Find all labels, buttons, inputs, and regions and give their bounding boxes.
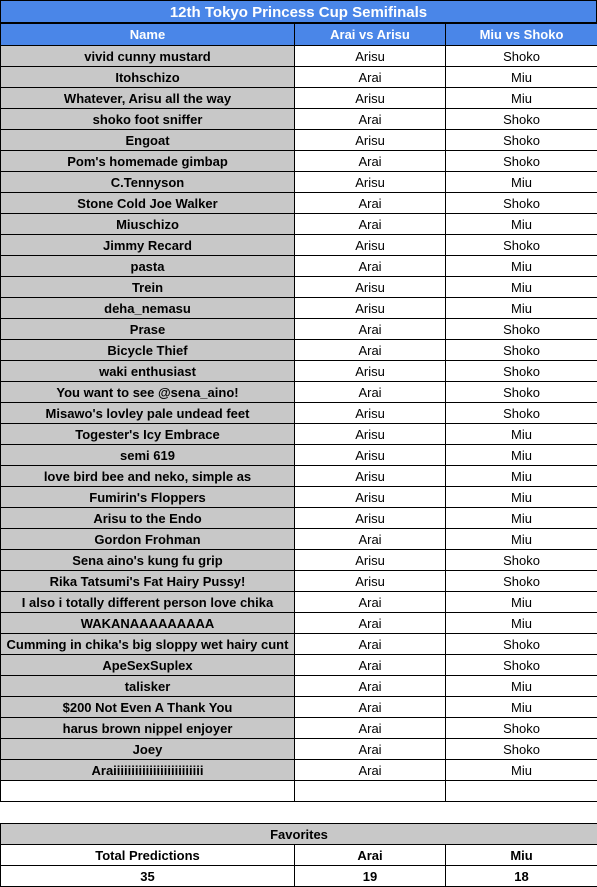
table-row [1,571,597,592]
match-2-pick-cell: Shoko [446,130,597,151]
player-name-cell: semi 619 [1,445,295,466]
favorites-title: Favorites [1,824,597,845]
match-1-pick-cell: Arisu [295,424,446,445]
match-1-pick-cell: Arisu [295,88,446,109]
table-row [1,634,597,655]
match-1-pick-cell: Arisu [295,571,446,592]
match-1-pick-cell: Arisu [295,235,446,256]
match-2-pick-cell: Miu [446,214,597,235]
table-row [1,277,597,298]
empty-cell [1,781,295,802]
match-2-pick-cell: Miu [446,256,597,277]
player-name-cell: Joey [1,739,295,760]
match-2-pick-cell: Shoko [446,655,597,676]
empty-row [1,781,597,802]
match-2-pick-cell: Shoko [446,235,597,256]
player-name-cell: Engoat [1,130,295,151]
match-2-pick-cell: Shoko [446,718,597,739]
sheet-title: 12th Tokyo Princess Cup Semifinals [0,0,597,23]
match-2-pick-cell: Shoko [446,550,597,571]
match-1-pick-cell: Arisu [295,172,446,193]
match-1-pick-cell: Arai [295,697,446,718]
table-row [1,676,597,697]
match-1-pick-cell: Arisu [295,130,446,151]
match-1-pick-cell: Arai [295,193,446,214]
match-1-pick-cell: Arai [295,592,446,613]
table-row [1,487,597,508]
match-1-pick-cell: Arai [295,319,446,340]
match-1-pick-cell: Arai [295,256,446,277]
match-1-pick-cell: Arai [295,760,446,781]
match-1-pick-cell: Arai [295,655,446,676]
match-2-pick-cell: Miu [446,676,597,697]
table-row [1,151,597,172]
player-name-cell: Whatever, Arisu all the way [1,88,295,109]
player-name-cell: harus brown nippel enjoyer [1,718,295,739]
player-name-cell: $200 Not Even A Thank You [1,697,295,718]
table-row [1,550,597,571]
match-2-pick-cell: Shoko [446,739,597,760]
player-name-cell: love bird bee and neko, simple as [1,466,295,487]
match-2-pick-cell: Shoko [446,109,597,130]
match-2-pick-cell: Shoko [446,382,597,403]
table-row [1,298,597,319]
match-2-pick-cell: Miu [446,67,597,88]
match-1-pick-cell: Arisu [295,46,446,67]
player-name-cell: Fumirin's Floppers [1,487,295,508]
match-1-pick-cell: Arisu [295,550,446,571]
match-2-pick-cell: Miu [446,529,597,550]
match-2-pick-cell: Shoko [446,319,597,340]
table-row [1,109,597,130]
match-1-pick-cell: Arai [295,739,446,760]
table-row [1,739,597,760]
match-1-pick-cell: Arai [295,382,446,403]
match-1-pick-cell: Arisu [295,445,446,466]
total-predictions-value: 35 [1,866,295,887]
match-2-pick-cell: Shoko [446,151,597,172]
match-1-pick-cell: Arisu [295,403,446,424]
match-1-pick-cell: Arai [295,340,446,361]
match-1-pick-cell: Arai [295,718,446,739]
table-row [1,445,597,466]
empty-cell [295,781,446,802]
player-name-cell: WAKANAAAAAAAAA [1,613,295,634]
match-2-pick-cell: Miu [446,298,597,319]
player-name-cell: pasta [1,256,295,277]
match-2-pick-cell: Shoko [446,193,597,214]
table-row [1,340,597,361]
match-1-pick-cell: Arai [295,67,446,88]
table-row [1,319,597,340]
table-row [1,655,597,676]
player-name-cell: Bicycle Thief [1,340,295,361]
player-name-cell: Prase [1,319,295,340]
player-name-cell: Araiiiiiiiiiiiiiiiiiiiiiiiii [1,760,295,781]
favorite-match-1-count: 19 [295,866,446,887]
player-name-cell: Sena aino's kung fu grip [1,550,295,571]
player-name-cell: I also i totally different person love chika [1,592,295,613]
player-name-cell: Miuschizo [1,214,295,235]
table-row [1,529,597,550]
match-2-pick-cell: Miu [446,424,597,445]
table-row [1,46,597,67]
match-1-pick-cell: Arisu [295,298,446,319]
player-name-cell: waki enthusiast [1,361,295,382]
match-2-pick-cell: Miu [446,466,597,487]
match-1-pick-cell: Arisu [295,361,446,382]
match-2-pick-cell: Miu [446,613,597,634]
table-row [1,172,597,193]
table-row [1,697,597,718]
favorite-match-2-count: 18 [446,866,597,887]
player-name-cell: talisker [1,676,295,697]
table-row [1,67,597,88]
match-2-pick-cell: Miu [446,592,597,613]
spacer [0,802,597,823]
match-2-pick-cell: Miu [446,760,597,781]
table-row [1,592,597,613]
table-row [1,256,597,277]
table-row [1,214,597,235]
match-2-pick-cell: Shoko [446,361,597,382]
player-name-cell: vivid cunny mustard [1,46,295,67]
table-row [1,88,597,109]
table-row [1,361,597,382]
player-name-cell: Jimmy Recard [1,235,295,256]
empty-cell [446,781,597,802]
match-2-pick-cell: Miu [446,445,597,466]
table-row [1,718,597,739]
player-name-cell: Stone Cold Joe Walker [1,193,295,214]
player-name-cell: ApeSexSuplex [1,655,295,676]
match-1-pick-cell: Arai [295,676,446,697]
match-2-pick-cell: Miu [446,88,597,109]
table-row [1,508,597,529]
favorite-match-2-label: Miu [446,845,597,866]
favorite-match-1-label: Arai [295,845,446,866]
table-row [1,466,597,487]
favorites-title-row [1,824,597,845]
player-name-cell: Trein [1,277,295,298]
column-header-name: Name [1,24,295,46]
match-2-pick-cell: Shoko [446,634,597,655]
column-header-match-1: Arai vs Arisu [295,24,446,46]
table-row [1,235,597,256]
favorites-header-row [1,845,597,866]
player-name-cell: Togester's Icy Embrace [1,424,295,445]
match-1-pick-cell: Arisu [295,508,446,529]
column-header-match-2: Miu vs Shoko [446,24,597,46]
match-1-pick-cell: Arai [295,214,446,235]
table-row [1,760,597,781]
table-row [1,193,597,214]
match-2-pick-cell: Miu [446,277,597,298]
match-2-pick-cell: Miu [446,697,597,718]
match-2-pick-cell: Shoko [446,340,597,361]
player-name-cell: Rika Tatsumi's Fat Hairy Pussy! [1,571,295,592]
player-name-cell: Itohschizo [1,67,295,88]
predictions-table [0,23,597,802]
match-1-pick-cell: Arisu [295,277,446,298]
match-2-pick-cell: Shoko [446,46,597,67]
player-name-cell: Gordon Frohman [1,529,295,550]
player-name-cell: deha_nemasu [1,298,295,319]
match-2-pick-cell: Shoko [446,403,597,424]
table-row [1,424,597,445]
match-1-pick-cell: Arisu [295,466,446,487]
match-1-pick-cell: Arai [295,109,446,130]
table-row [1,403,597,424]
match-2-pick-cell: Shoko [446,571,597,592]
match-1-pick-cell: Arisu [295,487,446,508]
table-row [1,613,597,634]
match-1-pick-cell: Arai [295,634,446,655]
favorites-table [0,823,597,887]
match-1-pick-cell: Arai [295,529,446,550]
player-name-cell: C.Tennyson [1,172,295,193]
player-name-cell: Cumming in chika's big sloppy wet hairy cunt [1,634,295,655]
total-predictions-label: Total Predictions [1,845,295,866]
player-name-cell: Misawo's lovley pale undead feet [1,403,295,424]
match-1-pick-cell: Arai [295,613,446,634]
match-2-pick-cell: Miu [446,172,597,193]
match-1-pick-cell: Arai [295,151,446,172]
player-name-cell: Arisu to the Endo [1,508,295,529]
header-row [1,24,597,46]
table-row [1,130,597,151]
match-2-pick-cell: Miu [446,487,597,508]
player-name-cell: Pom's homemade gimbap [1,151,295,172]
player-name-cell: You want to see @sena_aino! [1,382,295,403]
player-name-cell: shoko foot sniffer [1,109,295,130]
match-2-pick-cell: Miu [446,508,597,529]
table-row [1,382,597,403]
